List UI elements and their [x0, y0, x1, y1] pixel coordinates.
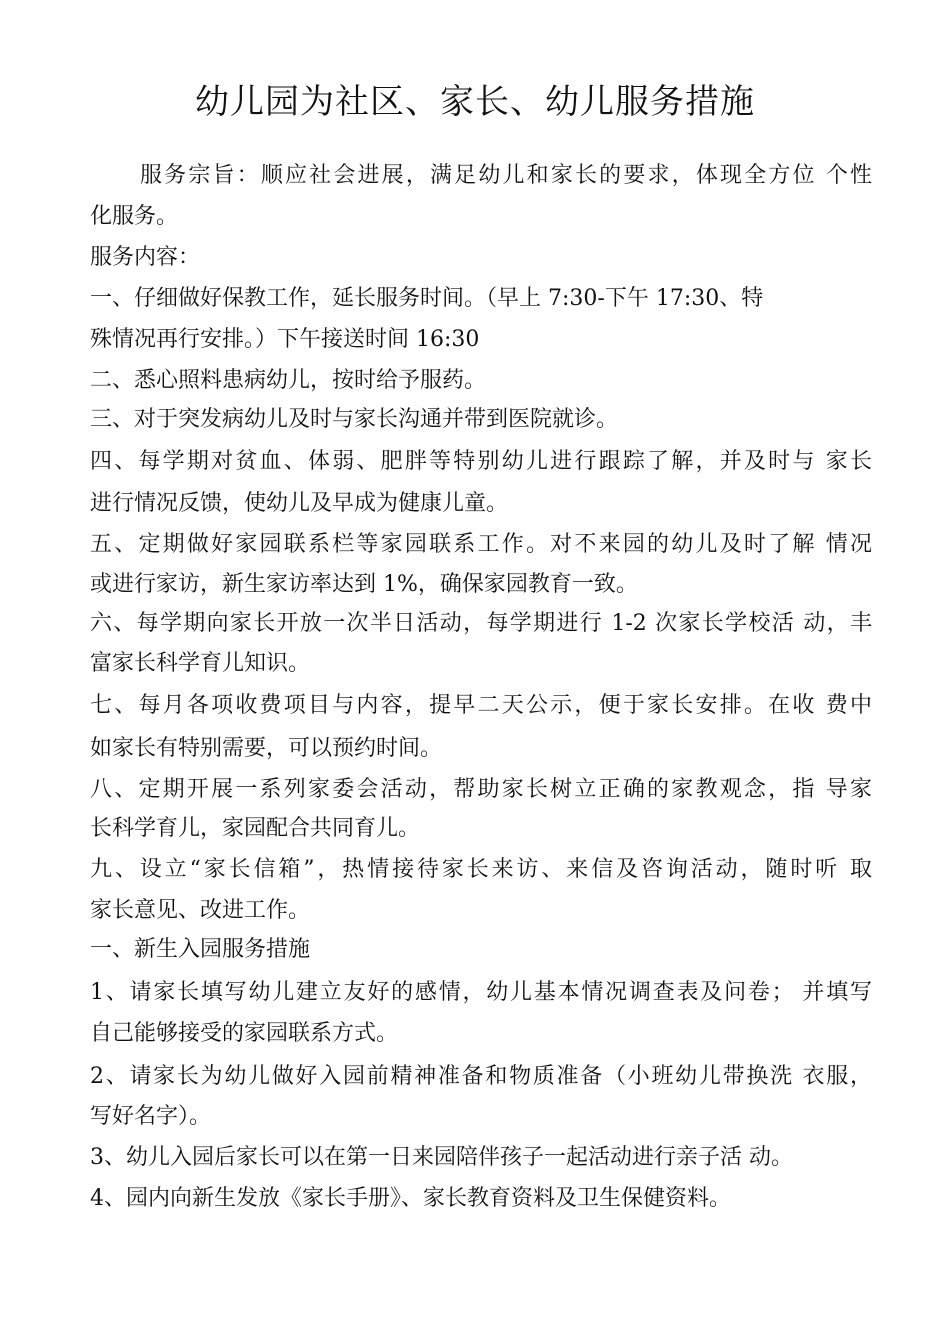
document-title: 幼儿园为社区、家长、幼儿服务措施 — [195, 82, 755, 122]
paragraph-line: 六、每学期向家长开放一次半日活动，每学期进行 1-2 次家长学校活 动，丰 — [90, 611, 872, 636]
paragraph-line: 化服务。 — [90, 204, 179, 229]
paragraph-line: 服务内容： — [90, 245, 201, 270]
paragraph-line: 1、请家长填写幼儿建立友好的感情，幼儿基本情况调查表及问卷； 并填写 — [90, 980, 872, 1005]
paragraph-line: 写好名字）。 — [90, 1104, 212, 1129]
paragraph-line: 九、设立“家长信箱”，热情接待家长来访、来信及咨询活动，随时听 取 — [90, 857, 872, 882]
paragraph-line: 3、幼儿入园后家长可以在第一日来园陪伴孩子一起活动进行亲子活 动。 — [90, 1145, 793, 1170]
paragraph-line: 三、对于突发病幼儿及时与家长沟通并带到医院就诊。 — [90, 407, 619, 432]
section-heading: 一、新生入园服务措施 — [90, 937, 311, 962]
paragraph-line: 二、悉心照料患病幼儿，按时给予服药。 — [90, 368, 487, 393]
paragraph-line: 2、请家长为幼儿做好入园前精神准备和物质准备（小班幼儿带换洗 衣服， — [90, 1064, 872, 1089]
paragraph-line: 4、园内向新生发放《家长手册》、家长教育资料及卫生保健资料。 — [90, 1186, 731, 1211]
paragraph-line: 富家长科学育儿知识。 — [90, 651, 311, 676]
paragraph-line: 一、仔细做好保教工作，延长服务时间。（早上 7:30-下午 17:30、特 — [90, 286, 764, 311]
paragraph-line: 五、定期做好家园联系栏等家园联系工作。对不来园的幼儿及时了解 情况 — [90, 532, 872, 557]
paragraph-line: 殊情况再行安排。）下午接送时间 16:30 — [90, 327, 480, 352]
paragraph-line: 进行情况反馈，使幼儿及早成为健康儿童。 — [90, 491, 509, 516]
paragraph-line: 如家长有特别需要，可以预约时间。 — [90, 736, 443, 761]
paragraph-line: 七、每月各项收费项目与内容，提早二天公示，便于家长安排。在收 费中 — [90, 693, 872, 718]
paragraph-line: 或进行家访，新生家访率达到 1%，确保家园教育一致。 — [90, 572, 638, 597]
paragraph-line: 自己能够接受的家园联系方式。 — [90, 1021, 399, 1046]
paragraph-line: 长科学育儿，家园配合共同育儿。 — [90, 816, 421, 841]
paragraph-line: 服务宗旨：顺应社会进展，满足幼儿和家长的要求，体现全方位 个性 — [140, 163, 872, 188]
paragraph-line: 八、定期开展一系列家委会活动，帮助家长树立正确的家教观念，指 导家 — [90, 777, 872, 802]
paragraph-line: 家长意见、改进工作。 — [90, 898, 311, 923]
paragraph-line: 四、每学期对贫血、体弱、肥胖等特别幼儿进行跟踪了解，并及时与 家长 — [90, 449, 872, 474]
